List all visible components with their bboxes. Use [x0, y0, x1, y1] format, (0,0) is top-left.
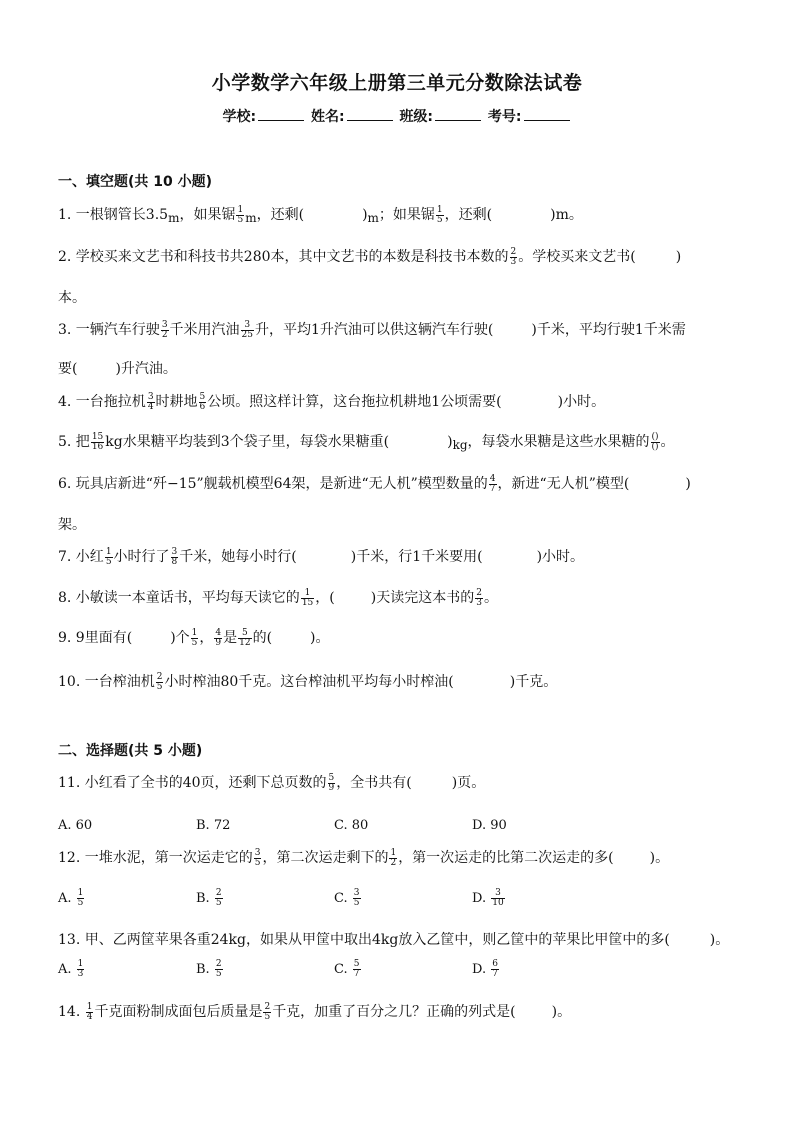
q6-text: 6. 玩具店新进“歼−15”舰载机模型64架，是新进“无人机”模型数量的: [58, 476, 488, 492]
question-12: [58, 848, 669, 868]
q11-option-d[interactable]: D. 90: [472, 818, 507, 833]
q6-fraction: $\frac{4}{7}$: [489, 473, 496, 494]
q8-fraction: $\frac{2}{3}$: [476, 587, 482, 608]
q14-fraction: $\frac{2}{5}$: [264, 1001, 271, 1022]
q12-text: 12. 一堆水泥，第一次运走它的: [58, 850, 253, 866]
question-5: [58, 432, 675, 455]
q13-text: )。: [709, 932, 730, 948]
q14-text: 千克面粉制成面包后质量是: [94, 1004, 263, 1020]
q1-fraction: $\frac{1}{5}$: [436, 204, 443, 225]
q14-text: 千克，加重了百分之几？正确的列式是(: [272, 1004, 516, 1020]
q4-fraction: $\frac{3}{4}$: [147, 391, 154, 412]
q8-text: )天读完这本书的: [370, 590, 475, 606]
q2-text: ): [675, 249, 682, 265]
q14-fraction: $\frac{1}{4}$: [86, 1001, 93, 1022]
q3-fraction: $\frac{3}{2}$: [161, 319, 168, 340]
q9-text: )。: [310, 630, 330, 646]
question-2-line2: 本。: [58, 290, 86, 306]
q4-text: )小时。: [557, 394, 606, 410]
q9-text: 9. 9里面有(: [58, 630, 133, 646]
q8-fraction: $\frac{1}{15}$: [301, 587, 314, 608]
q14-text: )。: [551, 1004, 572, 1020]
q4-text: 4. 一台拖拉机: [58, 394, 146, 410]
question-3: [58, 320, 686, 340]
question-8: [58, 588, 498, 608]
q12-text: ，第一次运走的比第二次运走的多(: [398, 850, 614, 866]
q9-fraction: $\frac{1}{5}$: [191, 627, 198, 648]
q13-option-b[interactable]: B. $\frac{2}{5}$: [196, 959, 222, 979]
question-7: [58, 547, 584, 567]
q11-text: ，全书共有(: [336, 775, 412, 791]
q3-text: 要(: [58, 361, 78, 377]
number-blank[interactable]: [524, 108, 570, 121]
q3-text: 升，平均1升汽油可以供这辆汽车行驶(: [255, 322, 494, 338]
q10-fraction: $\frac{2}{5}$: [156, 671, 163, 692]
q1-text: ): [362, 207, 368, 223]
q12-option-a[interactable]: A. $\frac{1}{5}$: [58, 888, 84, 908]
q5-fraction: $\frac{15}{16}$: [91, 431, 104, 452]
q1-unit: m: [168, 211, 180, 225]
name-label: 姓名:: [310, 109, 345, 125]
q7-text: 小时行了: [113, 549, 170, 565]
question-3-line2: [58, 359, 177, 379]
q9-text: 的(: [252, 630, 273, 646]
q14-text: 14.: [58, 1004, 85, 1020]
question-13: [58, 930, 729, 950]
q1-fraction: $\frac{1}{5}$: [237, 204, 244, 225]
q12-option-b[interactable]: B. $\frac{2}{5}$: [196, 888, 222, 908]
question-4: [58, 392, 605, 412]
q1-text: )m。: [550, 207, 583, 223]
q11-text: 11. 小红看了全书的40页，还剩下总页数的: [58, 775, 327, 791]
q1-unit: m: [245, 211, 257, 225]
q7-text: )小时。: [536, 549, 585, 565]
q7-fraction: $\frac{1}{5}$: [105, 546, 112, 567]
q9-fraction: $\frac{5}{12}$: [239, 627, 251, 648]
page-title: 小学数学六年级上册第三单元分数除法试卷: [211, 72, 583, 94]
q5-text: 。: [660, 434, 675, 450]
q1-text: ，如果锯: [179, 207, 236, 223]
school-blank[interactable]: [258, 108, 304, 121]
q13-option-a[interactable]: A. $\frac{1}{3}$: [58, 959, 84, 979]
q1-text: 1. 一根钢管长3.5: [58, 207, 169, 223]
q13-option-c[interactable]: C. $\frac{5}{7}$: [334, 959, 360, 979]
q10-text: 小时榨油80千克。这台榨油机平均每小时榨油(: [164, 674, 454, 690]
q5-fraction-blank[interactable]: $\frac{()}{()}$: [651, 431, 659, 452]
q7-text: 千米，她每小时行(: [179, 549, 297, 565]
q13-text: 13. 甲、乙两筐苹果各重24kg，如果从甲筐中取出4kg放入乙筐中，则乙筐中的苹果比甲筐中的多(: [58, 932, 670, 948]
question-9: [58, 628, 330, 648]
q7-text: )千米，行1千米要用(: [350, 549, 483, 565]
question-6: [58, 474, 691, 494]
q12-option-c[interactable]: C. $\frac{3}{5}$: [334, 888, 360, 908]
q12-option-d[interactable]: D. $\frac{3}{10}$: [472, 888, 504, 908]
q11-text: )页。: [451, 775, 486, 791]
section-choice-title: 二、选择题(共 5 小题): [58, 743, 203, 759]
q11-option-b[interactable]: B. 72: [196, 818, 231, 833]
q12-fraction: $\frac{3}{5}$: [254, 847, 261, 868]
q3-text: )升汽油。: [115, 361, 177, 377]
student-info-line: [0, 106, 794, 126]
q8-text: 8. 小敏读一本童话书，平均每天读它的: [58, 590, 300, 606]
question-6-line2: 架。: [58, 517, 86, 533]
q11-fraction: $\frac{5}{9}$: [328, 772, 335, 793]
q9-text: )个: [170, 630, 190, 646]
q9-text: 是: [223, 630, 238, 646]
question-11: [58, 773, 485, 793]
q11-option-a[interactable]: A. 60: [58, 818, 93, 833]
q10-text: 10. 一台榨油机: [58, 674, 155, 690]
q6-text: ): [685, 476, 691, 492]
number-label: 考号:: [487, 109, 522, 125]
school-label: 学校:: [222, 109, 257, 125]
q4-text: 公顷。照这样计算，这台拖拉机耕地1公顷需要(: [207, 394, 502, 410]
q9-fraction: $\frac{4}{9}$: [215, 627, 222, 648]
q5-text: ): [447, 434, 453, 450]
q2-text: 。学校买来文艺书(: [518, 249, 636, 265]
question-10: [58, 672, 557, 692]
section-fill-in-title: 一、填空题(共 10 小题): [58, 174, 213, 190]
question-14: [58, 1002, 571, 1022]
q4-text: 时耕地: [155, 394, 198, 410]
q3-text: 3. 一辆汽车行驶: [58, 322, 160, 338]
q5-text: ，每袋水果糖是这些水果糖的: [467, 434, 650, 450]
class-label: 班级:: [399, 109, 434, 125]
q6-text: ，新进“无人机”模型(: [497, 476, 630, 492]
q1-text: ，还剩(: [256, 207, 305, 223]
q13-option-d[interactable]: D. $\frac{6}{7}$: [472, 959, 498, 979]
q12-text: ，第二次运走剩下的: [262, 850, 389, 866]
question-1: [58, 205, 583, 228]
q3-fraction: $\frac{3}{25}$: [241, 319, 253, 340]
q4-fraction: $\frac{5}{6}$: [199, 391, 206, 412]
q5-text: kg水果糖平均装到3个袋子里，每袋水果糖重(: [105, 434, 390, 450]
q8-text: 。: [483, 590, 498, 606]
q8-text: ，(: [315, 590, 335, 606]
q5-text: 5. 把: [58, 434, 90, 450]
name-blank[interactable]: [347, 108, 393, 121]
question-2: [58, 247, 681, 267]
q3-text: 千米用汽油: [169, 322, 240, 338]
q3-text: )千米，平均行驶1千米需: [531, 322, 686, 338]
q1-text: ，还剩(: [444, 207, 493, 223]
q7-text: 7. 小红: [58, 549, 104, 565]
q12-text: )。: [649, 850, 670, 866]
q1-unit: m: [367, 211, 379, 225]
q2-text: 2. 学校买来文艺书和科技书共280本，其中文艺书的本数是科技书本数的: [58, 249, 509, 265]
q10-text: )千克。: [509, 674, 558, 690]
q9-text: ，: [199, 630, 214, 646]
q12-fraction: $\frac{1}{2}$: [390, 847, 397, 868]
q7-fraction: $\frac{3}{8}$: [171, 546, 178, 567]
class-blank[interactable]: [435, 108, 481, 121]
q1-text: ；如果锯: [378, 207, 435, 223]
q11-option-c[interactable]: C. 80: [334, 818, 369, 833]
q5-unit: kg: [452, 438, 468, 452]
q2-fraction: $\frac{2}{3}$: [510, 246, 517, 267]
